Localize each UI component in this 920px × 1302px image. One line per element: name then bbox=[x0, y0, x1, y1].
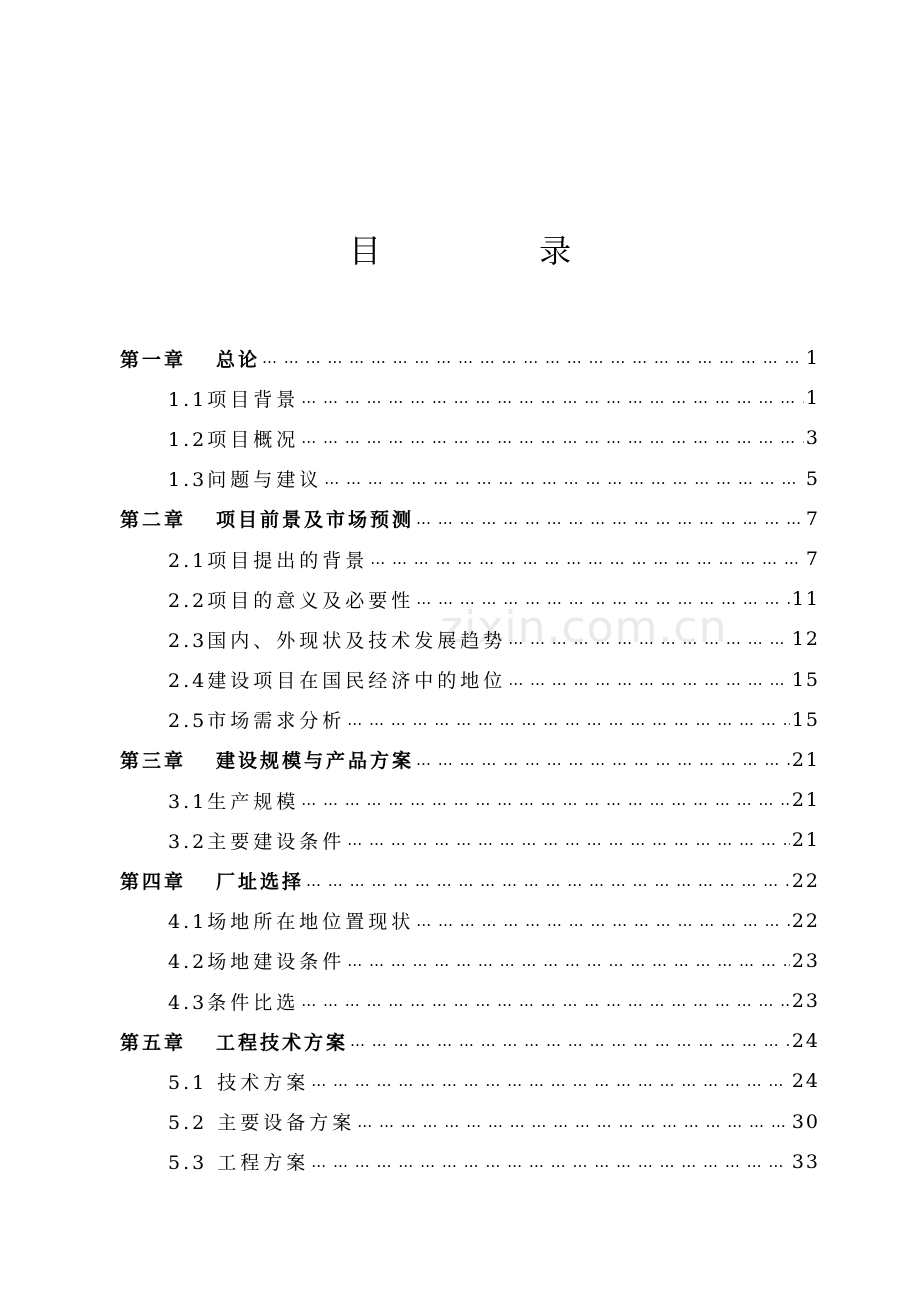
toc-section-number: 5.1 bbox=[168, 1071, 208, 1094]
toc-section-number: 4.3 bbox=[168, 991, 208, 1014]
toc-dot-leader bbox=[301, 389, 804, 407]
toc-dot-leader bbox=[262, 349, 804, 367]
toc-entry-label bbox=[168, 626, 506, 653]
toc-chapter-entry[interactable] bbox=[0, 1021, 920, 1061]
toc-page-number: 24 bbox=[791, 1030, 820, 1053]
toc-section-number: 3.1 bbox=[168, 790, 208, 813]
toc-entry-label bbox=[120, 867, 304, 894]
toc-chapter-number: 第一章 bbox=[120, 348, 187, 371]
toc-page-number: 3 bbox=[805, 427, 820, 450]
toc-section-number: 5.2 bbox=[168, 1112, 208, 1135]
toc-entry-title: 条件比选 bbox=[207, 991, 300, 1014]
toc-entry-label bbox=[168, 465, 322, 492]
toc-section-number: 3.2 bbox=[168, 830, 208, 853]
toc-dot-leader bbox=[416, 510, 804, 528]
toc-page-number: 15 bbox=[791, 668, 820, 691]
toc-chapter-number: 第二章 bbox=[120, 509, 187, 532]
toc-entry-label bbox=[168, 586, 414, 613]
toc-dot-leader bbox=[416, 912, 790, 930]
toc-section-number: 4.1 bbox=[168, 911, 208, 934]
toc-entry-label bbox=[168, 706, 345, 733]
toc-dot-leader bbox=[324, 470, 804, 488]
toc-entry-title: 项目背景 bbox=[207, 388, 300, 411]
toc-entry-label bbox=[168, 988, 299, 1015]
toc-section-number: 4.2 bbox=[168, 951, 208, 974]
toc-section-entry[interactable] bbox=[0, 459, 920, 499]
toc-dot-leader bbox=[508, 671, 790, 689]
toc-entry-label bbox=[120, 1028, 348, 1055]
toc-dot-leader bbox=[301, 429, 804, 447]
toc-chapter-number: 第三章 bbox=[120, 750, 187, 773]
toc-entry-label bbox=[168, 666, 506, 693]
toc-dot-leader bbox=[416, 751, 790, 769]
toc-page-number: 21 bbox=[791, 748, 820, 771]
toc-dot-leader bbox=[301, 791, 790, 809]
toc-section-number: 1.3 bbox=[168, 469, 208, 492]
toc-chapter-number: 第五章 bbox=[120, 1031, 187, 1054]
toc-entry-title: 厂址选择 bbox=[216, 871, 305, 894]
toc-entry-title: 市场需求分析 bbox=[207, 710, 346, 733]
toc-entry-title: 生产规模 bbox=[207, 790, 300, 813]
toc-page-number: 23 bbox=[791, 990, 820, 1013]
toc-section-number: 2.1 bbox=[168, 549, 208, 572]
toc-page-number: 7 bbox=[805, 548, 820, 571]
toc-entry-label bbox=[120, 505, 414, 532]
toc-section-entry[interactable] bbox=[0, 539, 920, 579]
toc-chapter-entry[interactable] bbox=[0, 499, 920, 539]
toc-section-entry[interactable] bbox=[0, 378, 920, 418]
toc-entry-label bbox=[168, 827, 345, 854]
toc-dot-leader bbox=[350, 1032, 790, 1050]
toc-dot-leader bbox=[416, 590, 790, 608]
toc-entry-title: 技术方案 bbox=[217, 1071, 310, 1094]
toc-section-entry[interactable] bbox=[0, 700, 920, 740]
toc-dot-leader bbox=[301, 992, 790, 1010]
toc-dot-leader bbox=[370, 550, 804, 568]
toc-entry-title: 国内、外现状及技术发展趋势 bbox=[207, 629, 507, 652]
toc-page-number: 1 bbox=[805, 387, 820, 410]
toc-chapter-entry[interactable] bbox=[0, 740, 920, 780]
toc-page-number: 24 bbox=[791, 1070, 820, 1093]
toc-page-number: 15 bbox=[791, 708, 820, 731]
toc-section-entry[interactable] bbox=[0, 1142, 920, 1182]
toc-section-number: 5.3 bbox=[168, 1152, 208, 1175]
toc-chapter-number: 第四章 bbox=[120, 871, 187, 894]
toc-entry-title: 问题与建议 bbox=[207, 469, 323, 492]
toc-dot-leader bbox=[306, 872, 790, 890]
toc-section-number: 2.4 bbox=[168, 670, 208, 693]
toc-entry-title: 建设规模与产品方案 bbox=[216, 750, 415, 773]
toc-entry-label bbox=[168, 907, 414, 934]
toc-dot-leader bbox=[311, 1072, 790, 1090]
toc-entry-label bbox=[168, 1108, 355, 1135]
toc-page-number: 7 bbox=[805, 507, 820, 530]
toc-section-entry[interactable] bbox=[0, 941, 920, 981]
toc-entry-label bbox=[120, 345, 260, 372]
toc-dot-leader bbox=[347, 711, 790, 729]
toc-section-entry[interactable] bbox=[0, 820, 920, 860]
toc-page-number: 12 bbox=[791, 628, 820, 651]
toc-section-entry[interactable] bbox=[0, 780, 920, 820]
toc-page-number: 11 bbox=[791, 588, 820, 611]
toc-chapter-entry[interactable] bbox=[0, 338, 920, 378]
toc-entry-title: 项目提出的背景 bbox=[207, 549, 369, 572]
toc-section-entry[interactable] bbox=[0, 1061, 920, 1101]
toc-entry-label bbox=[168, 1148, 309, 1175]
toc-entry-title: 场地所在地位置现状 bbox=[207, 911, 415, 934]
toc-dot-leader bbox=[357, 1113, 790, 1131]
toc-dot-leader bbox=[347, 952, 790, 970]
toc-entry-title: 工程技术方案 bbox=[216, 1031, 349, 1054]
toc-dot-leader bbox=[508, 630, 790, 648]
toc-entry-title: 项目前景及市场预测 bbox=[216, 509, 415, 532]
watermark: zixin.com.cn bbox=[440, 602, 728, 653]
toc-entry-label bbox=[168, 1068, 309, 1095]
toc-section-entry[interactable] bbox=[0, 619, 920, 659]
toc-entry-title: 建设项目在国民经济中的地位 bbox=[207, 670, 507, 693]
toc-dot-leader bbox=[347, 831, 790, 849]
toc-page-number: 21 bbox=[791, 829, 820, 852]
toc-entry-title: 总论 bbox=[216, 348, 261, 371]
toc-section-entry[interactable] bbox=[0, 901, 920, 941]
toc-page-number: 1 bbox=[805, 347, 820, 370]
toc-page-number: 21 bbox=[791, 789, 820, 812]
toc-section-entry[interactable] bbox=[0, 981, 920, 1021]
toc-entry-label bbox=[120, 746, 414, 773]
toc-entry-title: 场地建设条件 bbox=[207, 951, 346, 974]
toc-page-number: 5 bbox=[805, 467, 820, 490]
toc-entry-label bbox=[168, 787, 299, 814]
toc-entry-label bbox=[168, 385, 299, 412]
toc-section-number: 2.5 bbox=[168, 710, 208, 733]
toc-page-number: 33 bbox=[791, 1150, 820, 1173]
toc-section-entry[interactable] bbox=[0, 579, 920, 619]
toc-page-number: 23 bbox=[791, 949, 820, 972]
toc-entry-title: 主要建设条件 bbox=[207, 830, 346, 853]
toc-entry-label bbox=[168, 947, 345, 974]
toc-section-number: 1.2 bbox=[168, 428, 208, 451]
toc-chapter-entry[interactable] bbox=[0, 860, 920, 900]
table-of-contents bbox=[0, 338, 920, 1182]
toc-section-number: 2.3 bbox=[168, 629, 208, 652]
toc-section-entry[interactable] bbox=[0, 418, 920, 458]
toc-entry-label bbox=[168, 546, 368, 573]
toc-page-number: 22 bbox=[791, 909, 820, 932]
toc-section-number: 1.1 bbox=[168, 388, 208, 411]
toc-section-entry[interactable] bbox=[0, 1102, 920, 1142]
toc-entry-title: 项目概况 bbox=[207, 428, 300, 451]
toc-entry-title: 主要设备方案 bbox=[217, 1112, 356, 1135]
page-title: 目 录 bbox=[348, 232, 646, 270]
toc-page-number: 30 bbox=[791, 1110, 820, 1133]
toc-section-entry[interactable] bbox=[0, 660, 920, 700]
toc-entry-title: 项目的意义及必要性 bbox=[207, 589, 415, 612]
toc-entry-title: 工程方案 bbox=[217, 1152, 310, 1175]
toc-page-number: 22 bbox=[791, 869, 820, 892]
toc-entry-label bbox=[168, 425, 299, 452]
toc-dot-leader bbox=[311, 1153, 790, 1171]
toc-section-number: 2.2 bbox=[168, 589, 208, 612]
